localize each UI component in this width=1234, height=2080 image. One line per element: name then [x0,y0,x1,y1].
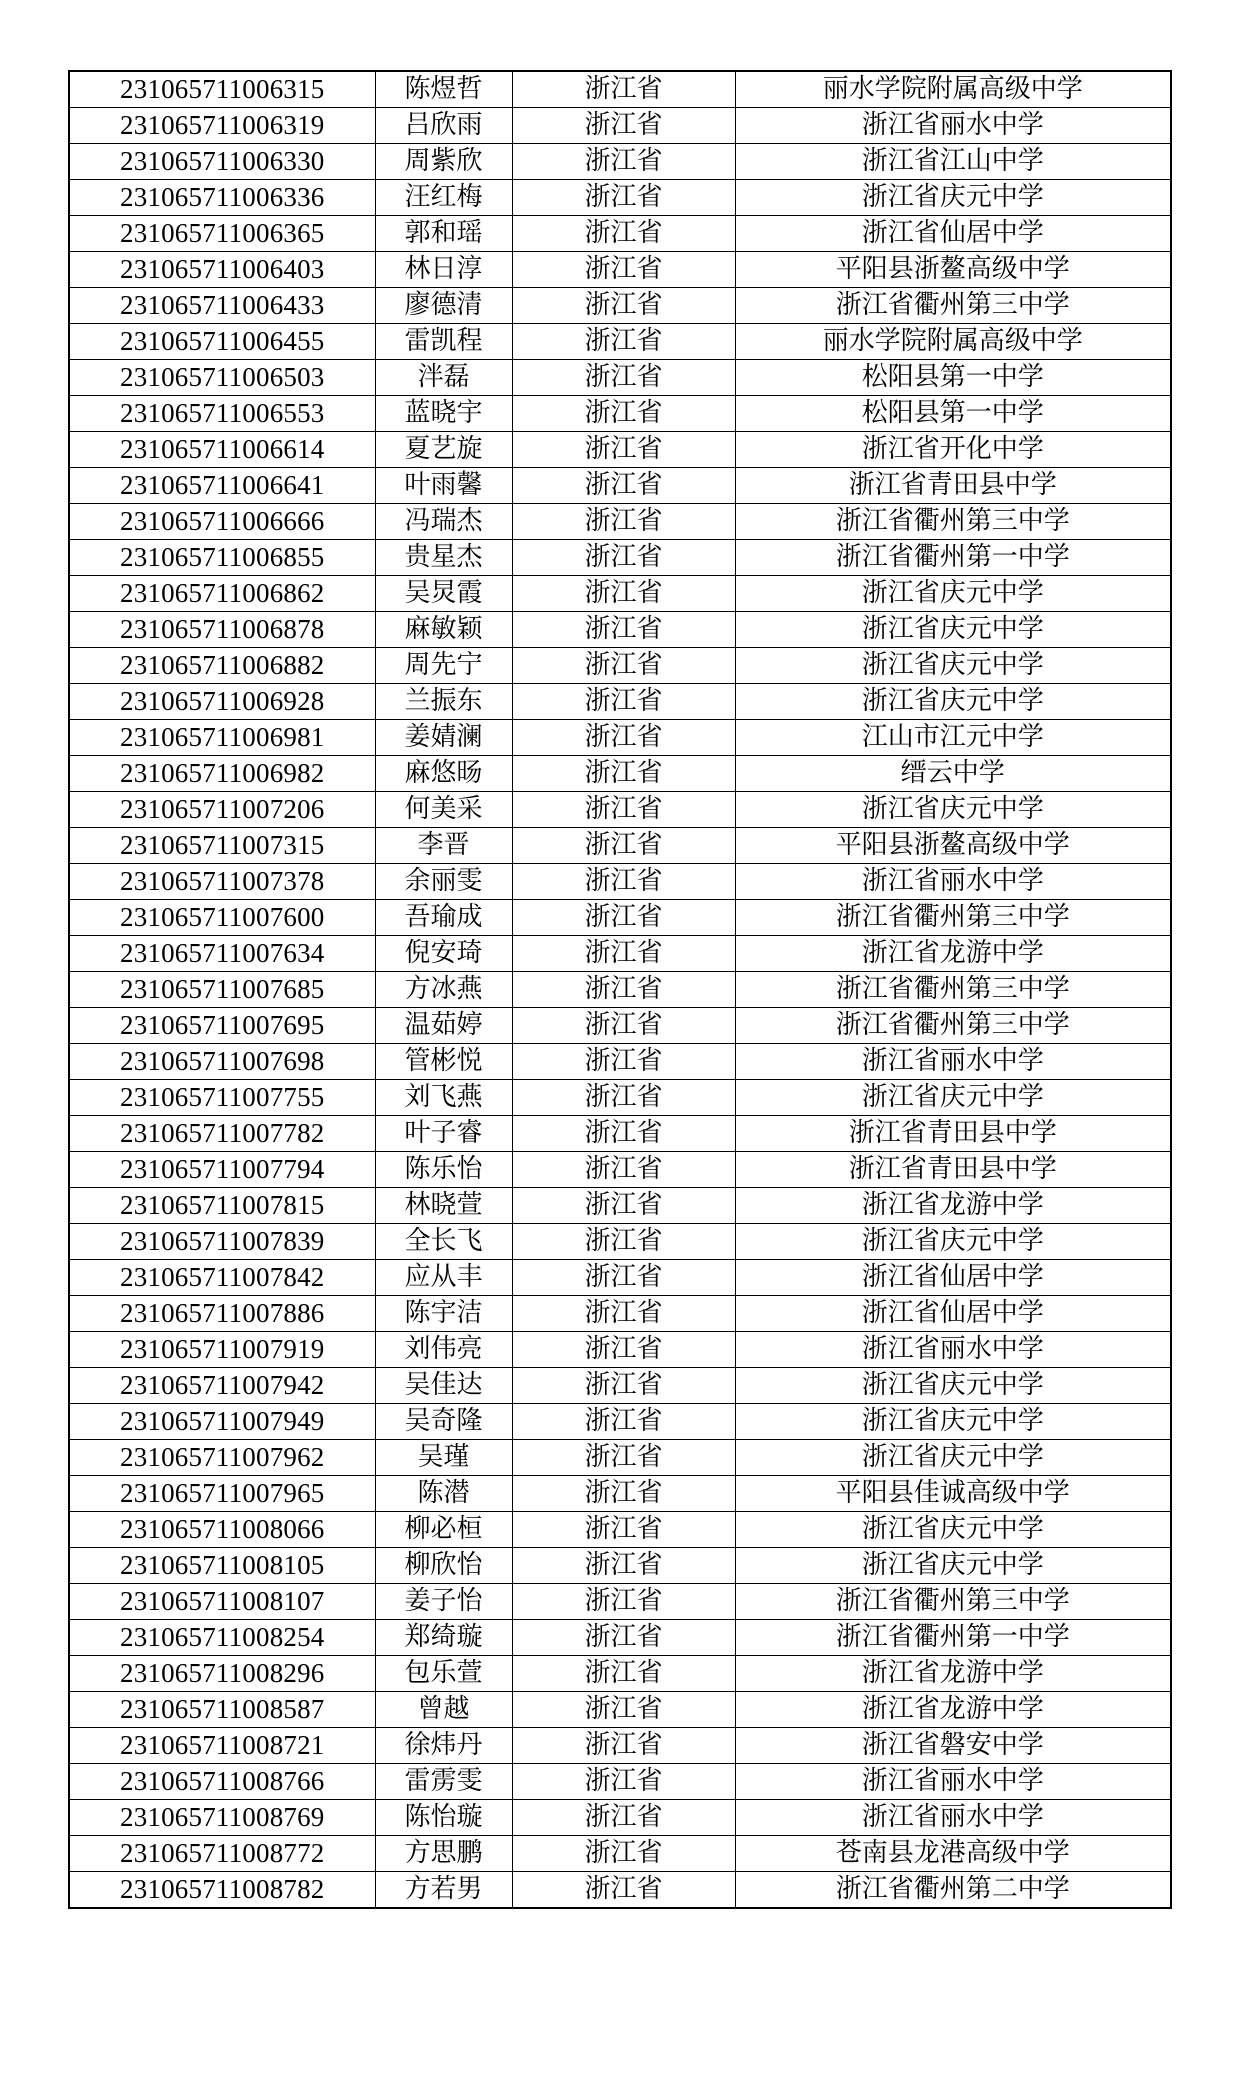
table-row [69,216,1171,252]
school-cell: 平阳县浙鳌高级中学 [735,252,1171,288]
school-cell: 浙江省开化中学 [735,432,1171,468]
province-cell: 浙江省 [512,576,735,612]
school-cell: 浙江省庆元中学 [735,1080,1171,1116]
table-row [69,864,1171,900]
table-row [69,1440,1171,1476]
student-name-cell: 李晋 [375,828,512,864]
province-cell: 浙江省 [512,1512,735,1548]
student-name-cell: 夏艺旋 [375,432,512,468]
table-row [69,828,1171,864]
province-cell: 浙江省 [512,324,735,360]
table-row [69,71,1171,108]
student-name-cell: 冯瑞杰 [375,504,512,540]
table-row [69,1764,1171,1800]
province-cell: 浙江省 [512,1260,735,1296]
province-cell: 浙江省 [512,396,735,432]
table-row [69,1080,1171,1116]
exam-number-cell: 231065711007942 [69,1368,375,1404]
table-row [69,1656,1171,1692]
exam-number-cell: 231065711008772 [69,1836,375,1872]
exam-number-cell: 231065711007962 [69,1440,375,1476]
table-row [69,324,1171,360]
student-name-cell: 陈乐怡 [375,1152,512,1188]
student-name-cell: 叶子睿 [375,1116,512,1152]
exam-number-cell: 231065711006365 [69,216,375,252]
table-row [69,756,1171,792]
province-cell: 浙江省 [512,1800,735,1836]
exam-number-cell: 231065711006553 [69,396,375,432]
table-row [69,540,1171,576]
exam-number-cell: 231065711008769 [69,1800,375,1836]
school-cell: 浙江省庆元中学 [735,1440,1171,1476]
table-row [69,1260,1171,1296]
table-row [69,1224,1171,1260]
school-cell: 浙江省青田县中学 [735,468,1171,504]
student-name-cell: 管彬悦 [375,1044,512,1080]
student-name-cell: 全长飞 [375,1224,512,1260]
province-cell: 浙江省 [512,71,735,108]
school-cell: 苍南县龙港高级中学 [735,1836,1171,1872]
province-cell: 浙江省 [512,1008,735,1044]
province-cell: 浙江省 [512,792,735,828]
student-name-cell: 姜婧澜 [375,720,512,756]
province-cell: 浙江省 [512,1296,735,1332]
province-cell: 浙江省 [512,612,735,648]
table-row [69,684,1171,720]
school-cell: 浙江省衢州第三中学 [735,288,1171,324]
exam-number-cell: 231065711007965 [69,1476,375,1512]
school-cell: 浙江省仙居中学 [735,216,1171,252]
student-name-cell: 包乐萱 [375,1656,512,1692]
table-row [69,1404,1171,1440]
table-row [69,504,1171,540]
roster-body [69,71,1171,1908]
table-row [69,288,1171,324]
province-cell: 浙江省 [512,288,735,324]
exam-number-cell: 231065711006981 [69,720,375,756]
school-cell: 浙江省龙游中学 [735,1692,1171,1728]
province-cell: 浙江省 [512,1224,735,1260]
student-name-cell: 刘伟亮 [375,1332,512,1368]
exam-number-cell: 231065711007695 [69,1008,375,1044]
province-cell: 浙江省 [512,1584,735,1620]
table-row [69,1044,1171,1080]
student-name-cell: 应从丰 [375,1260,512,1296]
table-row [69,1152,1171,1188]
student-name-cell: 柳必桓 [375,1512,512,1548]
province-cell: 浙江省 [512,756,735,792]
student-name-cell: 吾瑜成 [375,900,512,936]
table-row [69,1332,1171,1368]
student-name-cell: 周紫欣 [375,144,512,180]
school-cell: 浙江省磐安中学 [735,1728,1171,1764]
table-row [69,144,1171,180]
province-cell: 浙江省 [512,144,735,180]
table-row [69,1188,1171,1224]
table-row [69,900,1171,936]
exam-number-cell: 231065711008587 [69,1692,375,1728]
student-name-cell: 陈潜 [375,1476,512,1512]
province-cell: 浙江省 [512,936,735,972]
table-row [69,180,1171,216]
province-cell: 浙江省 [512,1152,735,1188]
student-name-cell: 徐炜丹 [375,1728,512,1764]
table-row [69,108,1171,144]
student-name-cell: 雷雳雯 [375,1764,512,1800]
province-cell: 浙江省 [512,252,735,288]
table-row [69,972,1171,1008]
exam-number-cell: 231065711008766 [69,1764,375,1800]
table-row [69,612,1171,648]
school-cell: 浙江省仙居中学 [735,1296,1171,1332]
school-cell: 丽水学院附属高级中学 [735,71,1171,108]
student-name-cell: 林日淳 [375,252,512,288]
school-cell: 浙江省龙游中学 [735,936,1171,972]
province-cell: 浙江省 [512,1548,735,1584]
exam-number-cell: 231065711006855 [69,540,375,576]
province-cell: 浙江省 [512,864,735,900]
table-row [69,1728,1171,1764]
exam-number-cell: 231065711008066 [69,1512,375,1548]
school-cell: 平阳县佳诚高级中学 [735,1476,1171,1512]
school-cell: 浙江省龙游中学 [735,1188,1171,1224]
exam-number-cell: 231065711007315 [69,828,375,864]
province-cell: 浙江省 [512,1080,735,1116]
school-cell: 浙江省龙游中学 [735,1656,1171,1692]
exam-number-cell: 231065711007206 [69,792,375,828]
school-cell: 浙江省衢州第二中学 [735,1872,1171,1909]
school-cell: 浙江省庆元中学 [735,576,1171,612]
school-cell: 浙江省青田县中学 [735,1152,1171,1188]
exam-number-cell: 231065711008721 [69,1728,375,1764]
exam-number-cell: 231065711008782 [69,1872,375,1909]
student-name-cell: 蓝晓宇 [375,396,512,432]
student-name-cell: 林晓萱 [375,1188,512,1224]
school-cell: 浙江省丽水中学 [735,1332,1171,1368]
province-cell: 浙江省 [512,684,735,720]
province-cell: 浙江省 [512,1764,735,1800]
exam-number-cell: 231065711006641 [69,468,375,504]
student-name-cell: 方若男 [375,1872,512,1909]
student-roster-table [68,70,1172,1909]
province-cell: 浙江省 [512,432,735,468]
province-cell: 浙江省 [512,1440,735,1476]
exam-number-cell: 231065711006455 [69,324,375,360]
table-row [69,576,1171,612]
table-row [69,432,1171,468]
school-cell: 浙江省庆元中学 [735,1548,1171,1584]
table-row [69,792,1171,828]
province-cell: 浙江省 [512,720,735,756]
student-name-cell: 叶雨馨 [375,468,512,504]
table-row [69,1008,1171,1044]
school-cell: 浙江省庆元中学 [735,1224,1171,1260]
exam-number-cell: 231065711007794 [69,1152,375,1188]
student-name-cell: 麻敏颖 [375,612,512,648]
province-cell: 浙江省 [512,972,735,1008]
student-name-cell: 何美采 [375,792,512,828]
school-cell: 松阳县第一中学 [735,360,1171,396]
student-name-cell: 倪安琦 [375,936,512,972]
province-cell: 浙江省 [512,1476,735,1512]
student-name-cell: 陈怡璇 [375,1800,512,1836]
province-cell: 浙江省 [512,1836,735,1872]
exam-number-cell: 231065711007685 [69,972,375,1008]
exam-number-cell: 231065711007782 [69,1116,375,1152]
student-name-cell: 陈煜哲 [375,71,512,108]
student-name-cell: 汪红梅 [375,180,512,216]
table-row [69,1476,1171,1512]
student-name-cell: 兰振东 [375,684,512,720]
student-name-cell: 温茹婷 [375,1008,512,1044]
table-row [69,1836,1171,1872]
student-name-cell: 麻悠旸 [375,756,512,792]
table-row [69,1116,1171,1152]
exam-number-cell: 231065711007634 [69,936,375,972]
table-row [69,1692,1171,1728]
province-cell: 浙江省 [512,180,735,216]
school-cell: 浙江省衢州第三中学 [735,1008,1171,1044]
school-cell: 松阳县第一中学 [735,396,1171,432]
province-cell: 浙江省 [512,1044,735,1080]
table-row [69,360,1171,396]
school-cell: 浙江省庆元中学 [735,180,1171,216]
table-row [69,468,1171,504]
province-cell: 浙江省 [512,648,735,684]
table-row [69,252,1171,288]
school-cell: 浙江省丽水中学 [735,108,1171,144]
exam-number-cell: 231065711006336 [69,180,375,216]
exam-number-cell: 231065711007378 [69,864,375,900]
table-row [69,936,1171,972]
table-row [69,396,1171,432]
exam-number-cell: 231065711006433 [69,288,375,324]
student-name-cell: 刘飞燕 [375,1080,512,1116]
table-row [69,1548,1171,1584]
school-cell: 浙江省江山中学 [735,144,1171,180]
exam-number-cell: 231065711007949 [69,1404,375,1440]
province-cell: 浙江省 [512,468,735,504]
exam-number-cell: 231065711007842 [69,1260,375,1296]
school-cell: 浙江省庆元中学 [735,792,1171,828]
province-cell: 浙江省 [512,540,735,576]
exam-number-cell: 231065711008105 [69,1548,375,1584]
school-cell: 浙江省丽水中学 [735,1764,1171,1800]
student-name-cell: 泮磊 [375,360,512,396]
province-cell: 浙江省 [512,1188,735,1224]
exam-number-cell: 231065711007839 [69,1224,375,1260]
exam-number-cell: 231065711006878 [69,612,375,648]
school-cell: 浙江省丽水中学 [735,1800,1171,1836]
table-row [69,1368,1171,1404]
school-cell: 江山市江元中学 [735,720,1171,756]
student-name-cell: 柳欣怡 [375,1548,512,1584]
exam-number-cell: 231065711007919 [69,1332,375,1368]
province-cell: 浙江省 [512,504,735,540]
student-name-cell: 方思鹏 [375,1836,512,1872]
table-row [69,1584,1171,1620]
school-cell: 平阳县浙鳌高级中学 [735,828,1171,864]
exam-number-cell: 231065711006862 [69,576,375,612]
exam-number-cell: 231065711006666 [69,504,375,540]
school-cell: 浙江省丽水中学 [735,1044,1171,1080]
province-cell: 浙江省 [512,108,735,144]
school-cell: 浙江省青田县中学 [735,1116,1171,1152]
table-row [69,720,1171,756]
province-cell: 浙江省 [512,1404,735,1440]
province-cell: 浙江省 [512,216,735,252]
student-name-cell: 方冰燕 [375,972,512,1008]
table-row [69,1620,1171,1656]
exam-number-cell: 231065711006503 [69,360,375,396]
table-row [69,1800,1171,1836]
exam-number-cell: 231065711008296 [69,1656,375,1692]
school-cell: 浙江省庆元中学 [735,612,1171,648]
exam-number-cell: 231065711006928 [69,684,375,720]
province-cell: 浙江省 [512,1728,735,1764]
exam-number-cell: 231065711008254 [69,1620,375,1656]
student-name-cell: 吴炅霞 [375,576,512,612]
school-cell: 浙江省衢州第一中学 [735,540,1171,576]
province-cell: 浙江省 [512,1872,735,1909]
province-cell: 浙江省 [512,1620,735,1656]
exam-number-cell: 231065711006315 [69,71,375,108]
province-cell: 浙江省 [512,1332,735,1368]
province-cell: 浙江省 [512,1692,735,1728]
exam-number-cell: 231065711006403 [69,252,375,288]
school-cell: 浙江省丽水中学 [735,864,1171,900]
province-cell: 浙江省 [512,1656,735,1692]
exam-number-cell: 231065711007600 [69,900,375,936]
school-cell: 缙云中学 [735,756,1171,792]
school-cell: 丽水学院附属高级中学 [735,324,1171,360]
province-cell: 浙江省 [512,360,735,396]
student-name-cell: 姜子怡 [375,1584,512,1620]
table-row [69,648,1171,684]
student-name-cell: 郭和瑶 [375,216,512,252]
table-row [69,1512,1171,1548]
province-cell: 浙江省 [512,1368,735,1404]
province-cell: 浙江省 [512,900,735,936]
school-cell: 浙江省仙居中学 [735,1260,1171,1296]
exam-number-cell: 231065711008107 [69,1584,375,1620]
student-name-cell: 周先宁 [375,648,512,684]
student-name-cell: 吴瑾 [375,1440,512,1476]
exam-number-cell: 231065711006882 [69,648,375,684]
school-cell: 浙江省衢州第三中学 [735,1584,1171,1620]
student-name-cell: 贵星杰 [375,540,512,576]
exam-number-cell: 231065711007755 [69,1080,375,1116]
exam-number-cell: 231065711006330 [69,144,375,180]
school-cell: 浙江省庆元中学 [735,1512,1171,1548]
student-name-cell: 吕欣雨 [375,108,512,144]
school-cell: 浙江省庆元中学 [735,1404,1171,1440]
school-cell: 浙江省衢州第三中学 [735,972,1171,1008]
exam-number-cell: 231065711007698 [69,1044,375,1080]
student-name-cell: 廖德清 [375,288,512,324]
province-cell: 浙江省 [512,1116,735,1152]
school-cell: 浙江省庆元中学 [735,684,1171,720]
exam-number-cell: 231065711007815 [69,1188,375,1224]
school-cell: 浙江省庆元中学 [735,1368,1171,1404]
student-name-cell: 雷凯程 [375,324,512,360]
school-cell: 浙江省衢州第三中学 [735,504,1171,540]
school-cell: 浙江省衢州第三中学 [735,900,1171,936]
student-name-cell: 陈宇洁 [375,1296,512,1332]
school-cell: 浙江省衢州第一中学 [735,1620,1171,1656]
student-name-cell: 曾越 [375,1692,512,1728]
student-name-cell: 余丽雯 [375,864,512,900]
school-cell: 浙江省庆元中学 [735,648,1171,684]
table-row [69,1872,1171,1909]
exam-number-cell: 231065711006982 [69,756,375,792]
exam-number-cell: 231065711007886 [69,1296,375,1332]
exam-number-cell: 231065711006319 [69,108,375,144]
student-name-cell: 郑绮璇 [375,1620,512,1656]
exam-number-cell: 231065711006614 [69,432,375,468]
table-row [69,1296,1171,1332]
province-cell: 浙江省 [512,828,735,864]
student-name-cell: 吴佳达 [375,1368,512,1404]
student-name-cell: 吴奇隆 [375,1404,512,1440]
